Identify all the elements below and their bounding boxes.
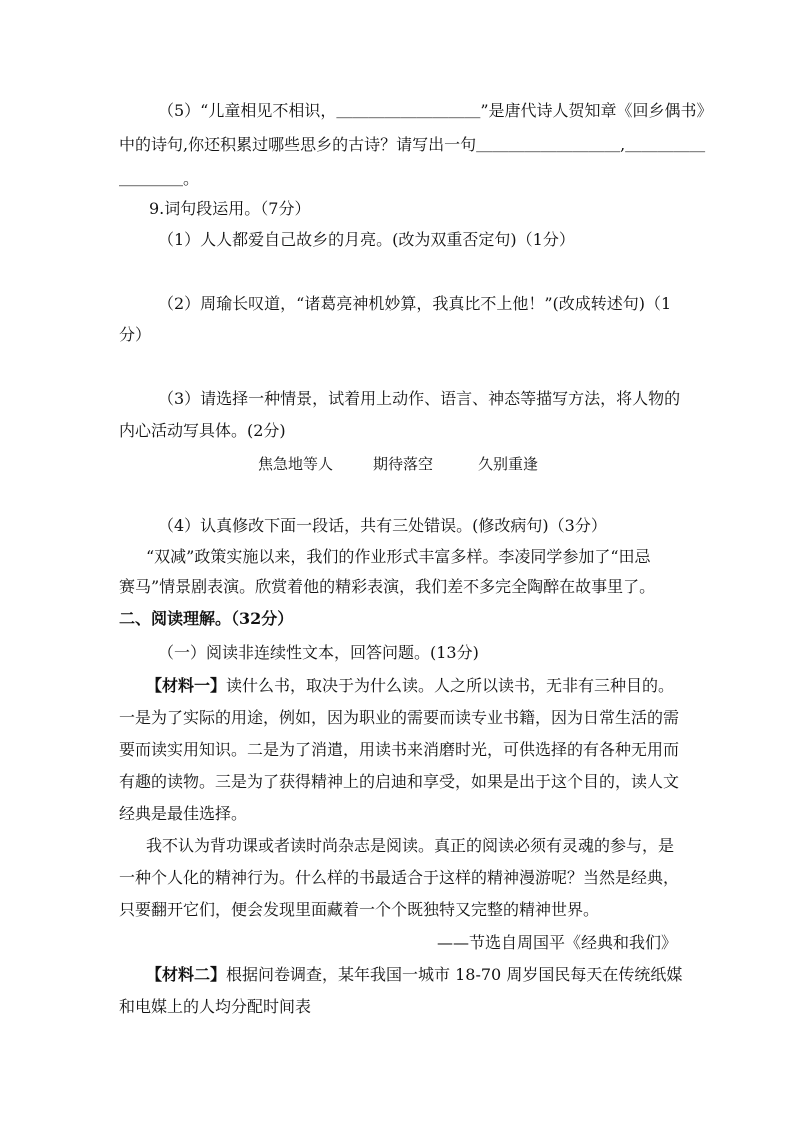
q9-item3-line1: （3）请选择一种情景，试着用上动作、语言、神态等描写方法，将人物的 (158, 389, 681, 408)
scenario-option: 焦急地等人 (258, 455, 334, 473)
section2-title: 二、阅读理解。（32分） (119, 609, 294, 628)
q8-item5-line3: ＿＿＿＿。 (119, 169, 200, 188)
material2-label: 【材料二】 (146, 965, 227, 984)
material1-p2-line3: 只要翻开它们，便会发现里面藏着一个个既独特又完整的精神世界。 (119, 900, 600, 919)
material2-text: 根据问卷调查，某年我国一城市 18-70 周岁国民每天在传统纸媒 (226, 965, 683, 984)
material2-line1 (146, 965, 682, 985)
q9-item2-line1: （2）周瑜长叹道，“诸葛亮神机妙算，我真比不上他！”(改成转述句)（1 (158, 294, 672, 313)
q9-passage-line1: “双减”政策实施以来，我们的作业形式丰富多样。李凌同学参加了“田忌 (146, 547, 651, 566)
material2-line2: 和电媒上的人均分配时间表 (119, 997, 312, 1016)
q9-item2-line2: 分） (119, 325, 152, 344)
material1-line5: 经典是最佳选择。 (119, 804, 248, 823)
material1-source: ——节选自周国平《经典和我们》 (437, 933, 678, 952)
material1-line4: 有趣的读物。三是为了获得精神上的启迪和享受，如果是出于这个目的，读人文 (119, 772, 680, 791)
q9-item4: （4）认真修改下面一段话，共有三处错误。(修改病句)（3分） (158, 516, 607, 535)
material1-line2: 一是为了实际的用途，例如，因为职业的需要而读专业书籍，因为日常生活的需 (119, 708, 680, 727)
section2-part1: （一）阅读非连续性文本，回答问题。(13分) (158, 643, 479, 662)
material1-line3: 要而读实用知识。二是为了消遣，用读书来消磨时光，可供选择的有各种无用而 (119, 740, 680, 759)
material1-label: 【材料一】 (146, 676, 227, 695)
q9-passage-line2: 赛马”情景剧表演。欣赏着他的精彩表演，我们差不多完全陶醉在故事里了。 (119, 577, 656, 596)
q8-item5-line2: 中的诗句,你还积累过哪些思乡的古诗？请写出一句＿＿＿＿＿＿＿＿＿,＿＿＿＿＿ (119, 135, 706, 154)
q9-item1: （1）人人都爱自己故乡的月亮。(改为双重否定句)（1分） (158, 230, 575, 249)
material1-line1 (146, 676, 674, 696)
scenario-option: 久别重逢 (478, 455, 539, 473)
material1-text: 读什么书，取决于为什么读。人之所以读书，无非有三种目的。 (226, 676, 675, 695)
material1-p2-line1: 我不认为背功课或者读时尚杂志是阅读。真正的阅读必须有灵魂的参与，是 (146, 836, 675, 855)
q9-title: 9.词句段运用。（7分） (149, 199, 311, 218)
q9-item3-line2: 内心活动写具体。(2分) (119, 421, 286, 440)
material1-p2-line2: 一种个人化的精神行为。什么样的书最适合于这样的精神漫游呢？当然是经典， (119, 868, 680, 887)
q8-item5-line1: （5）“儿童相见不相识，＿＿＿＿＿＿＿＿＿”是唐代诗人贺知章《回乡偶书》 (158, 101, 713, 120)
scenario-option: 期待落空 (373, 455, 434, 473)
